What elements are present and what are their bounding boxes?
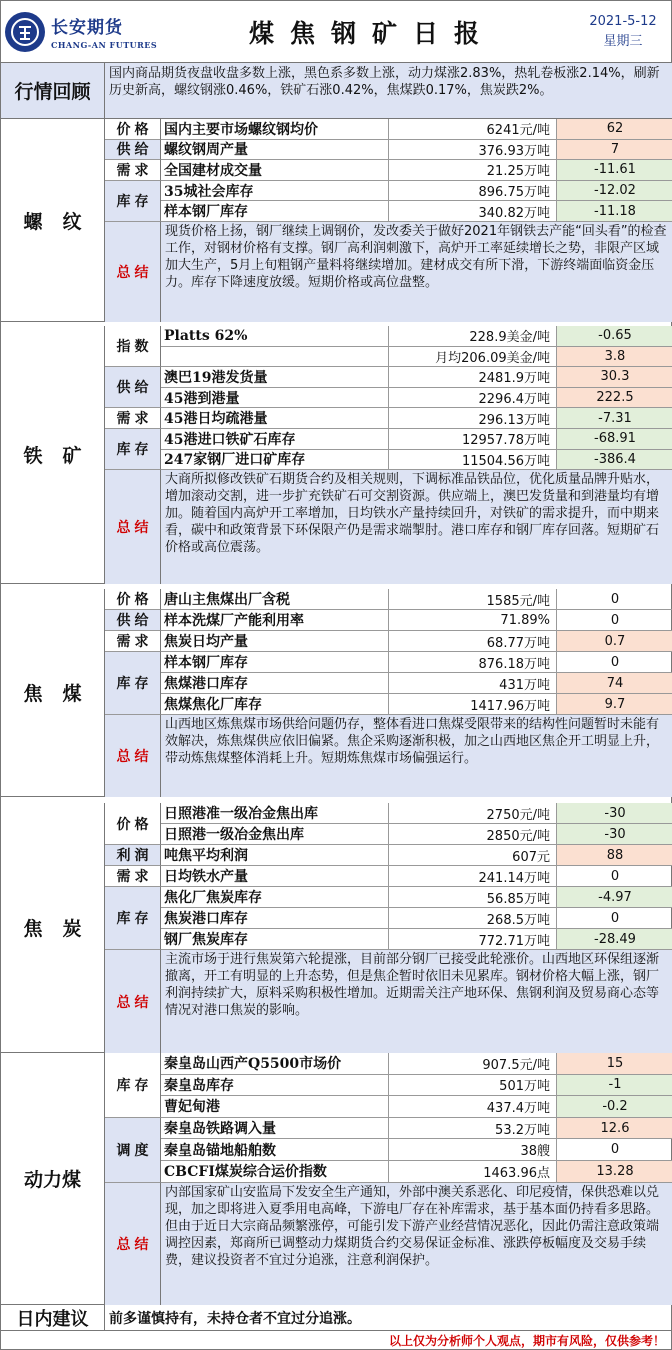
summary-text: 大商所拟修改铁矿石期货合约及相关规则，下调标准品铁品位，优化质量品牌升贴水，增加滚动交割，进一步扩充铁矿石可交割资源。供应端上，澳巴发货量和到港量均有增加。随着国内高炉开工率增加，日均铁水产量持续回升，对铁矿的需求提升，而中期来看，碳中和政策背景下环保限产仍是需求端掣肘。港口库存和钢厂库存回落。短期矿石价格或高位震荡。 <box>161 470 672 584</box>
indicator-name: 秦皇岛锚地船舶数 <box>161 1139 389 1160</box>
section-name: 焦煤 <box>1 589 105 796</box>
category-label: 库存 <box>105 1053 161 1118</box>
indicator-change: -30 <box>557 803 672 823</box>
report-header <box>1 1 672 63</box>
indicator-change: 222.5 <box>557 388 672 408</box>
table-row <box>161 326 672 347</box>
table-row <box>161 1096 672 1118</box>
indicator-name: 螺纹钢周产量 <box>161 140 389 160</box>
indicator-value: 2750元/吨 <box>389 803 557 823</box>
indicator-value: 1463.96点 <box>389 1161 557 1182</box>
indicator-name: 吨焦平均利润 <box>161 845 389 865</box>
summary-label: 总结 <box>105 470 161 584</box>
indicator-change: 0 <box>610 591 620 607</box>
indicator-value: 228.9美金/吨 <box>389 326 557 346</box>
indicator-change: 0 <box>610 612 620 628</box>
indicator-change: 7 <box>557 140 672 160</box>
table-row <box>161 589 672 610</box>
indicator-name: 45港日均疏港量 <box>161 408 389 428</box>
table-row <box>161 347 672 368</box>
category-label: 调度 <box>105 1118 161 1183</box>
indicator-change: 15 <box>557 1053 672 1074</box>
table-row <box>161 429 672 450</box>
table-row <box>161 1139 672 1161</box>
indicator-value: 2481.9万吨 <box>389 367 557 387</box>
category-label: 价格 <box>105 589 161 610</box>
table-row <box>161 181 672 202</box>
indicator-name: 焦炭日均产量 <box>161 631 389 651</box>
report-weekday: 星期三 <box>603 33 643 49</box>
indicator-change: 62 <box>557 119 672 139</box>
indicator-change: 12.6 <box>557 1118 672 1139</box>
indicator-change: -28.49 <box>557 929 672 949</box>
table-row <box>161 201 672 222</box>
indicator-value: 53.2万吨 <box>389 1118 557 1139</box>
section-0 <box>1 119 672 322</box>
indicator-value: 340.82万吨 <box>389 201 557 221</box>
indicator-value: 6241元/吨 <box>389 119 557 139</box>
indicator-name: 唐山主焦煤出厂含税 <box>161 589 389 609</box>
category-label: 库存 <box>105 887 161 950</box>
indicator-name: 45港到港量 <box>161 388 389 408</box>
table-row <box>161 652 672 673</box>
category-label: 供给 <box>105 140 161 161</box>
table-row <box>161 673 672 694</box>
indicator-value: 21.25万吨 <box>389 160 557 180</box>
summary-text: 内部国家矿山安监局下发安全生产通知，外部中澳关系恶化、印尼疫情，保供恐难以兑现，加之即将进入夏季用电高峰，下游电厂存在补库需求，基于基本面仍持看多思路。但由于近日大宗商品频繁涨停，可能引发下游产业经营情况恶化，因此仍需注意政策端调控因素，郑商所已调整动力煤期货合约交易保证金标准、涨跌停板幅度及交易手续费，建议投资者不宜过分追涨，注意利润保护。 <box>161 1183 672 1305</box>
indicator-name: 日均铁水产量 <box>161 866 389 886</box>
summary-text: 现货价格上扬，钢厂继续上调钢价，发改委关于做好2021年钢铁去产能“回头看”的检查工作，对钢材价格有支撑。钢厂高利润刺激下，高炉开工率延续增长之势，非限产区域加大生产，5月上旬粗钢产量料将继续增加。建材成交有所下滑，下游终端面临资金压力。库存下降速度放缓。短期价格或高位盘整。 <box>161 222 672 322</box>
indicator-name: 秦皇岛山西产Q5500市场价 <box>161 1053 389 1074</box>
table-row <box>161 1053 672 1075</box>
report-date-box <box>573 12 672 52</box>
indicator-name: 样本钢厂库存 <box>161 201 389 221</box>
section-name: 焦炭 <box>1 803 105 1052</box>
indicator-name: 全国建材成交量 <box>161 160 389 180</box>
indicator-name: 样本钢厂库存 <box>161 652 389 672</box>
summary-text: 山西地区炼焦煤市场供给问题仍存，整体看进口焦煤受限带来的结构性问题暂时未能有效解决，炼焦煤供应依旧偏紧。焦企采购逐渐积极，加之山西地区焦企开工明显上升，带动炼焦煤整体消耗上升。短期炼焦煤市场偏强运行。 <box>161 715 672 797</box>
indicator-change: 0 <box>610 654 620 670</box>
category-label: 供给 <box>105 610 161 631</box>
intraday-advice <box>1 1305 672 1331</box>
indicator-value: 月均206.09美金/吨 <box>389 347 557 367</box>
indicator-value: 896.75万吨 <box>389 181 557 201</box>
indicator-name: 秦皇岛铁路调入量 <box>161 1118 389 1139</box>
table-row <box>161 929 672 950</box>
indicator-change: 30.3 <box>557 367 672 387</box>
indicator-change: 0.7 <box>557 631 672 651</box>
indicator-name: 焦煤焦化厂库存 <box>161 694 389 714</box>
category-label: 价格 <box>105 803 161 845</box>
indicator-value: 772.71万吨 <box>389 929 557 949</box>
section-name: 动力煤 <box>1 1053 105 1304</box>
category-label: 需求 <box>105 160 161 181</box>
indicator-change: -30 <box>557 824 672 844</box>
indicator-change: -68.91 <box>557 429 672 449</box>
indicator-change: 88 <box>557 845 672 865</box>
indicator-change: -0.65 <box>557 326 672 346</box>
indicator-value: 2296.4万吨 <box>389 388 557 408</box>
table-row <box>161 845 672 866</box>
category-label: 需求 <box>105 866 161 887</box>
summary-label: 总结 <box>105 1183 161 1305</box>
indicator-value: 71.89% <box>389 610 557 630</box>
report-date: 2021-5-12 <box>589 13 657 29</box>
indicator-name: 澳巴19港发货量 <box>161 367 389 387</box>
indicator-value: 2850元/吨 <box>389 824 557 844</box>
logo-emblem-icon <box>5 12 45 52</box>
indicator-change: 0 <box>610 1142 620 1158</box>
table-row <box>161 140 672 161</box>
indicator-change: 74 <box>557 673 672 693</box>
indicator-name: 日照港准一级冶金焦出库 <box>161 803 389 823</box>
indicator-name: 国内主要市场螺纹钢均价 <box>161 119 389 139</box>
indicator-name: 钢厂焦炭库存 <box>161 929 389 949</box>
table-row <box>161 824 672 845</box>
risk-disclaimer: 以上仅为分析师个人观点，期市有风险，仅供参考！ <box>388 1334 665 1348</box>
indicator-change: -7.31 <box>557 408 672 428</box>
indicator-value: 38艘 <box>389 1139 557 1160</box>
indicator-value: 268.5万吨 <box>389 908 557 928</box>
indicator-name: 焦煤港口库存 <box>161 673 389 693</box>
section-3 <box>1 803 672 1053</box>
logo-chinese-name: 长安期货 <box>51 18 123 38</box>
summary-text: 主流市场于进行焦炭第六轮提涨，目前部分钢厂已接受此轮涨价。山西地区环保组逐渐撤离，开工有明显的上升态势，但是焦企暂时依旧未见累库。钢材价格大幅上涨，钢厂利润持续扩大，原料采购积极性增加。近期需关注产地环保、焦钢利润及贸易商心态等情况对港口焦炭的影响。 <box>161 950 672 1053</box>
category-label: 库存 <box>105 652 161 715</box>
table-row <box>161 1118 672 1140</box>
section-2 <box>1 589 672 797</box>
category-label: 利润 <box>105 845 161 866</box>
market-review <box>1 63 672 119</box>
indicator-change: 0 <box>610 868 620 884</box>
indicator-value: 876.18万吨 <box>389 652 557 672</box>
indicator-value: 431万吨 <box>389 673 557 693</box>
indicator-value: 501万吨 <box>389 1075 557 1096</box>
report-title: 煤焦钢矿日报 <box>248 18 495 48</box>
indicator-value: 12957.78万吨 <box>389 429 557 449</box>
indicator-change: 13.28 <box>557 1161 672 1182</box>
table-row <box>161 908 672 929</box>
intraday-advice-label: 日内建议 <box>1 1305 105 1330</box>
indicator-change: -4.97 <box>557 887 672 907</box>
indicator-value: 1417.96万吨 <box>389 694 557 714</box>
indicator-name: CBCFI煤炭综合运价指数 <box>161 1161 389 1182</box>
indicator-name: 35城社会库存 <box>161 181 389 201</box>
table-row <box>161 866 672 887</box>
indicator-name: 秦皇岛库存 <box>161 1075 389 1096</box>
indicator-name: 样本洗煤厂产能利用率 <box>161 610 389 630</box>
summary-label: 总结 <box>105 950 161 1053</box>
indicator-value: 11504.56万吨 <box>389 450 557 470</box>
indicator-change: 0 <box>610 910 620 926</box>
indicator-value: 376.93万吨 <box>389 140 557 160</box>
summary-label: 总结 <box>105 222 161 322</box>
indicator-change: -11.61 <box>557 160 672 180</box>
category-label: 供给 <box>105 367 161 408</box>
indicator-change: -1 <box>557 1075 672 1096</box>
indicator-value: 907.5元/吨 <box>389 1053 557 1074</box>
table-row <box>161 160 672 181</box>
section-name: 铁矿 <box>1 326 105 583</box>
market-review-label: 行情回顾 <box>1 63 105 118</box>
category-label: 需求 <box>105 408 161 429</box>
indicator-name: 45港进口铁矿石库存 <box>161 429 389 449</box>
indicator-change: -0.2 <box>557 1096 672 1117</box>
indicator-name: 焦化厂焦炭库存 <box>161 887 389 907</box>
indicator-value: 296.13万吨 <box>389 408 557 428</box>
indicator-name: 日照港一级冶金焦出库 <box>161 824 389 844</box>
summary-label: 总结 <box>105 715 161 797</box>
category-label: 需求 <box>105 631 161 652</box>
indicator-value: 241.14万吨 <box>389 866 557 886</box>
intraday-advice-text: 前多谨慎持有，未持仓者不宜过分追涨。 <box>109 1310 361 1327</box>
indicator-name: 焦炭港口库存 <box>161 908 389 928</box>
indicator-change: -386.4 <box>557 450 672 470</box>
table-row <box>161 803 672 824</box>
indicator-change: -11.18 <box>557 201 672 221</box>
indicator-name: Platts 62% <box>161 326 389 346</box>
table-row <box>161 1161 672 1183</box>
logo-english-name: CHANG-AN FUTURES <box>51 40 158 50</box>
table-row <box>161 408 672 429</box>
indicator-change: 3.8 <box>557 347 672 367</box>
table-row <box>161 388 672 409</box>
company-logo <box>1 1 161 63</box>
table-row <box>161 367 672 388</box>
indicator-value: 607元 <box>389 845 557 865</box>
indicator-value: 437.4万吨 <box>389 1096 557 1117</box>
table-row <box>161 631 672 652</box>
indicator-name: 247家钢厂进口矿库存 <box>161 450 389 470</box>
table-row <box>161 450 672 471</box>
indicator-name <box>161 347 389 367</box>
table-row <box>161 887 672 908</box>
category-label: 价格 <box>105 119 161 140</box>
section-4 <box>1 1053 672 1305</box>
table-row <box>161 119 672 140</box>
indicator-value: 68.77万吨 <box>389 631 557 651</box>
table-row <box>161 694 672 715</box>
table-row <box>161 1075 672 1097</box>
category-label: 库存 <box>105 181 161 222</box>
category-label: 指数 <box>105 326 161 367</box>
section-1 <box>1 326 672 584</box>
indicator-value: 56.85万吨 <box>389 887 557 907</box>
indicator-value: 1585元/吨 <box>389 589 557 609</box>
market-review-text: 国内商品期货夜盘收盘多数上涨，黑色系多数上涨，动力煤涨2.83%，热轧卷板涨2.14%，刷新历史新高，螺纹钢涨0.46%，铁矿石涨0.42%，焦煤跌0.17%，焦炭跌2%。 <box>105 63 672 118</box>
indicator-change: -12.02 <box>557 181 672 201</box>
table-row <box>161 610 672 631</box>
section-name: 螺纹 <box>1 119 105 321</box>
category-label: 库存 <box>105 429 161 470</box>
indicator-change: 9.7 <box>557 694 672 714</box>
indicator-name: 曹妃甸港 <box>161 1096 389 1117</box>
